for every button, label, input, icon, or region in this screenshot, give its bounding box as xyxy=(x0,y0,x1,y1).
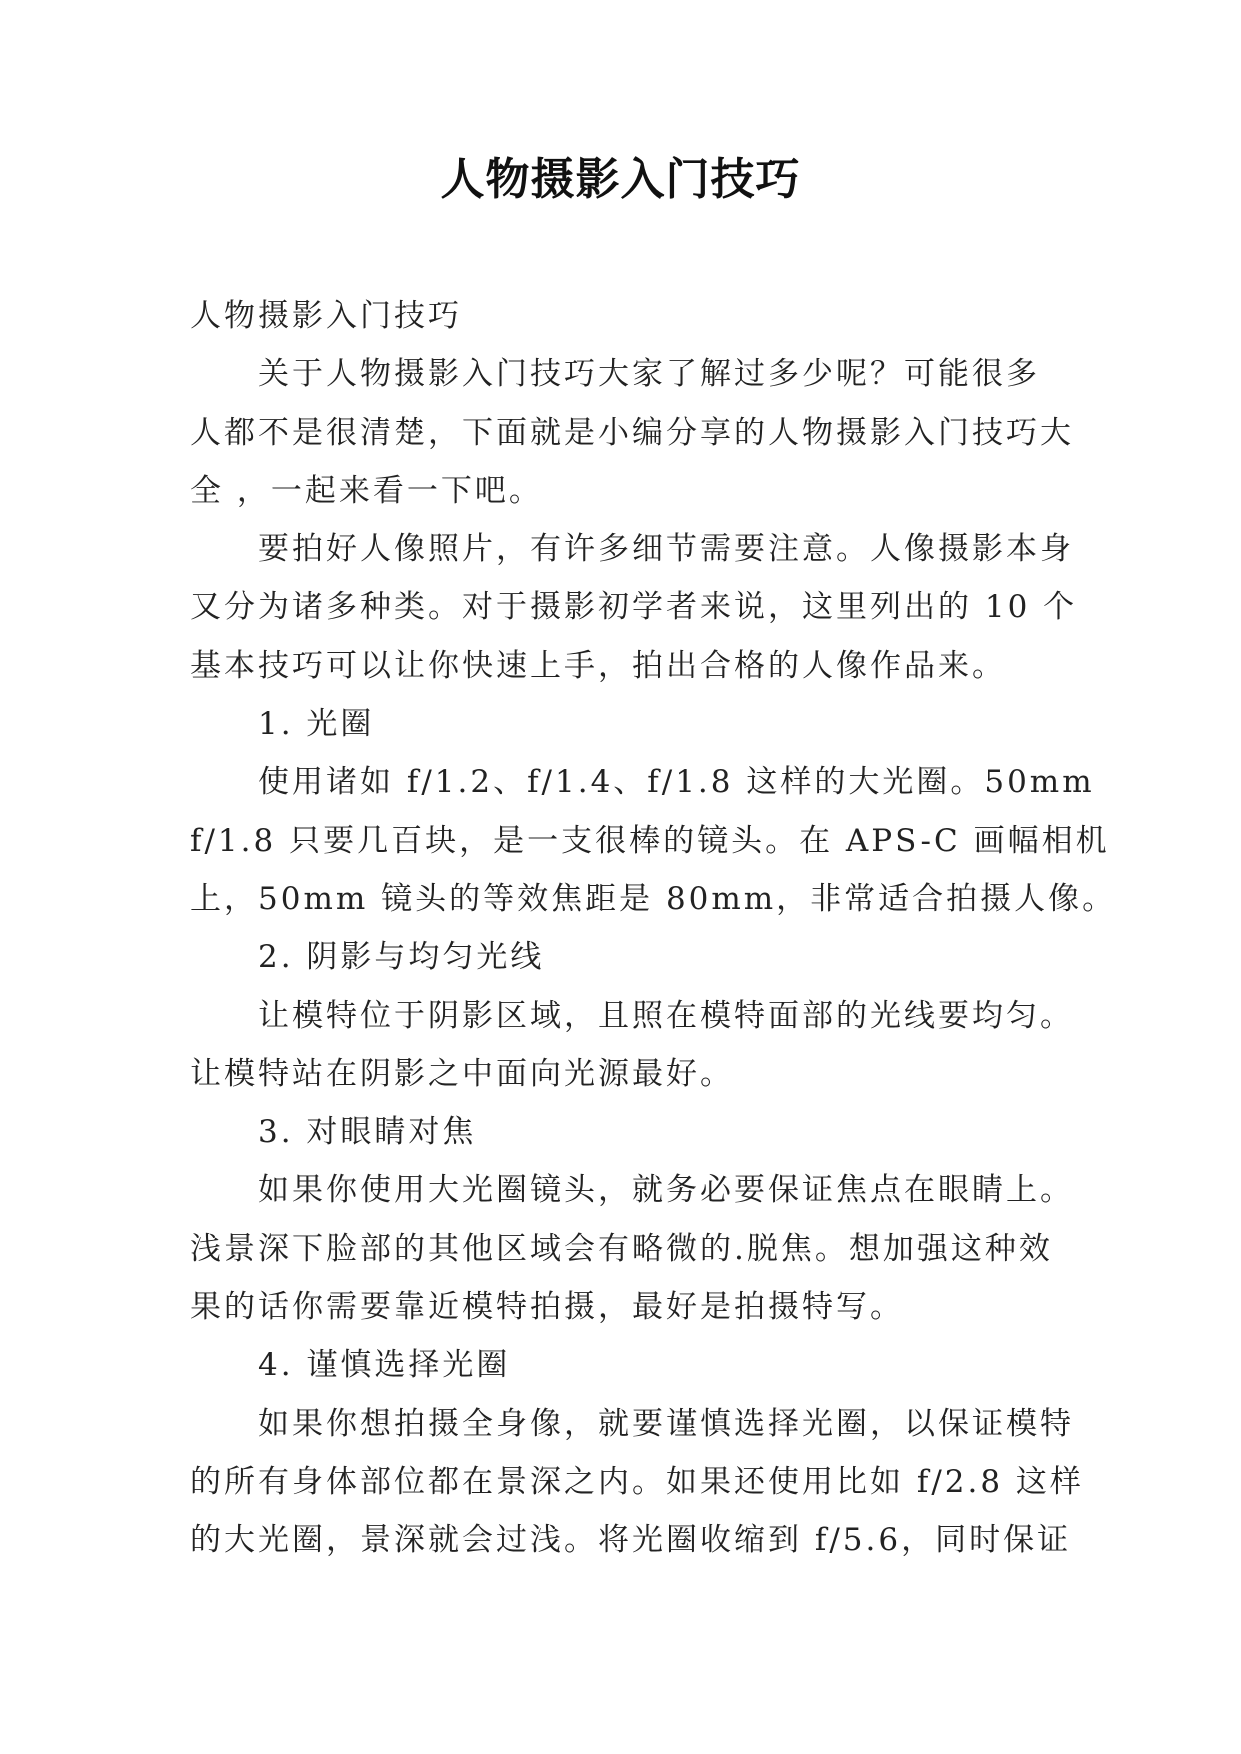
paragraph-line: 上，50mm 镜头的等效焦距是 80mm，非常适合拍摄人像。 xyxy=(190,880,1117,917)
paragraph-line: 又分为诸多种类。对于摄影初学者来说，这里列出的 10 个 xyxy=(190,589,1078,626)
paragraph-line: 的大光圈，景深就会过浅。将光圈收缩到 f/5.6，同时保证 xyxy=(190,1522,1072,1559)
paragraph-line: 让模特站在阴影之中面向光源最好。 xyxy=(190,1055,734,1092)
section-heading-aperture xyxy=(190,695,1070,753)
paragraph-line: 让模特位于阴影区域，且照在模特面部的光线要均匀。 xyxy=(258,997,1074,1034)
section-heading-eye-focus xyxy=(190,1103,1070,1161)
paragraph-choose-aperture xyxy=(190,1395,1084,1570)
document-subtitle xyxy=(190,287,1070,345)
paragraph-line: 如果你想拍摄全身像，就要谨慎选择光圈，以保证模特 xyxy=(258,1405,1074,1442)
paragraph-line: 如果你使用大光圈镜头，就务必要保证焦点在眼睛上。 xyxy=(258,1172,1074,1209)
section-heading-line: 3. 对眼睛对焦 xyxy=(258,1114,477,1151)
paragraph-line: 使用诸如 f/1.2、f/1.4、f/1.8 这样的大光圈。50mm xyxy=(258,764,1095,801)
paragraph-line: 基本技巧可以让你快速上手，拍出合格的人像作品来。 xyxy=(190,647,1006,684)
document-title: 人物摄影入门技巧 xyxy=(440,154,801,205)
paragraph-line: f/1.8 只要几百块，是一支很棒的镜头。在 APS-C 画幅相机 xyxy=(190,822,1110,859)
subtitle-line: 人物摄影入门技巧 xyxy=(190,298,462,334)
paragraph-line: 果的话你需要靠近模特拍摄，最好是拍摄特写。 xyxy=(190,1289,904,1326)
paragraph-overview xyxy=(190,520,1078,695)
paragraph-line: 要拍好人像照片，有许多细节需要注意。人像摄影本身 xyxy=(258,531,1074,568)
section-heading-line: 4. 谨慎选择光圈 xyxy=(258,1347,511,1384)
paragraph-line: 的所有身体部位都在景深之内。如果还使用比如 f/2.8 这样 xyxy=(190,1463,1084,1500)
paragraph-line: 关于人物摄影入门技巧大家了解过多少呢？可能很多 xyxy=(258,356,1040,393)
paragraph-line: 人都不是很清楚，下面就是小编分享的人物摄影入门技巧大 xyxy=(190,414,1074,451)
paragraph-intro xyxy=(190,345,1074,520)
document-body xyxy=(190,287,1117,1570)
paragraph-shadow-light xyxy=(190,987,1074,1104)
paragraph-line: 浅景深下脸部的其他区域会有略微的.脱焦。想加强这种效 xyxy=(190,1230,1053,1267)
section-heading-line: 2. 阴影与均匀光线 xyxy=(258,939,545,976)
section-heading-shadow-light xyxy=(190,928,1070,986)
paragraph-line: 全 ，一起来看一下吧。 xyxy=(190,472,543,509)
section-heading-choose-aperture xyxy=(190,1336,1070,1394)
section-heading-line: 1. 光圈 xyxy=(258,706,375,743)
paragraph-eye-focus xyxy=(190,1161,1074,1336)
paragraph-aperture xyxy=(190,753,1117,928)
